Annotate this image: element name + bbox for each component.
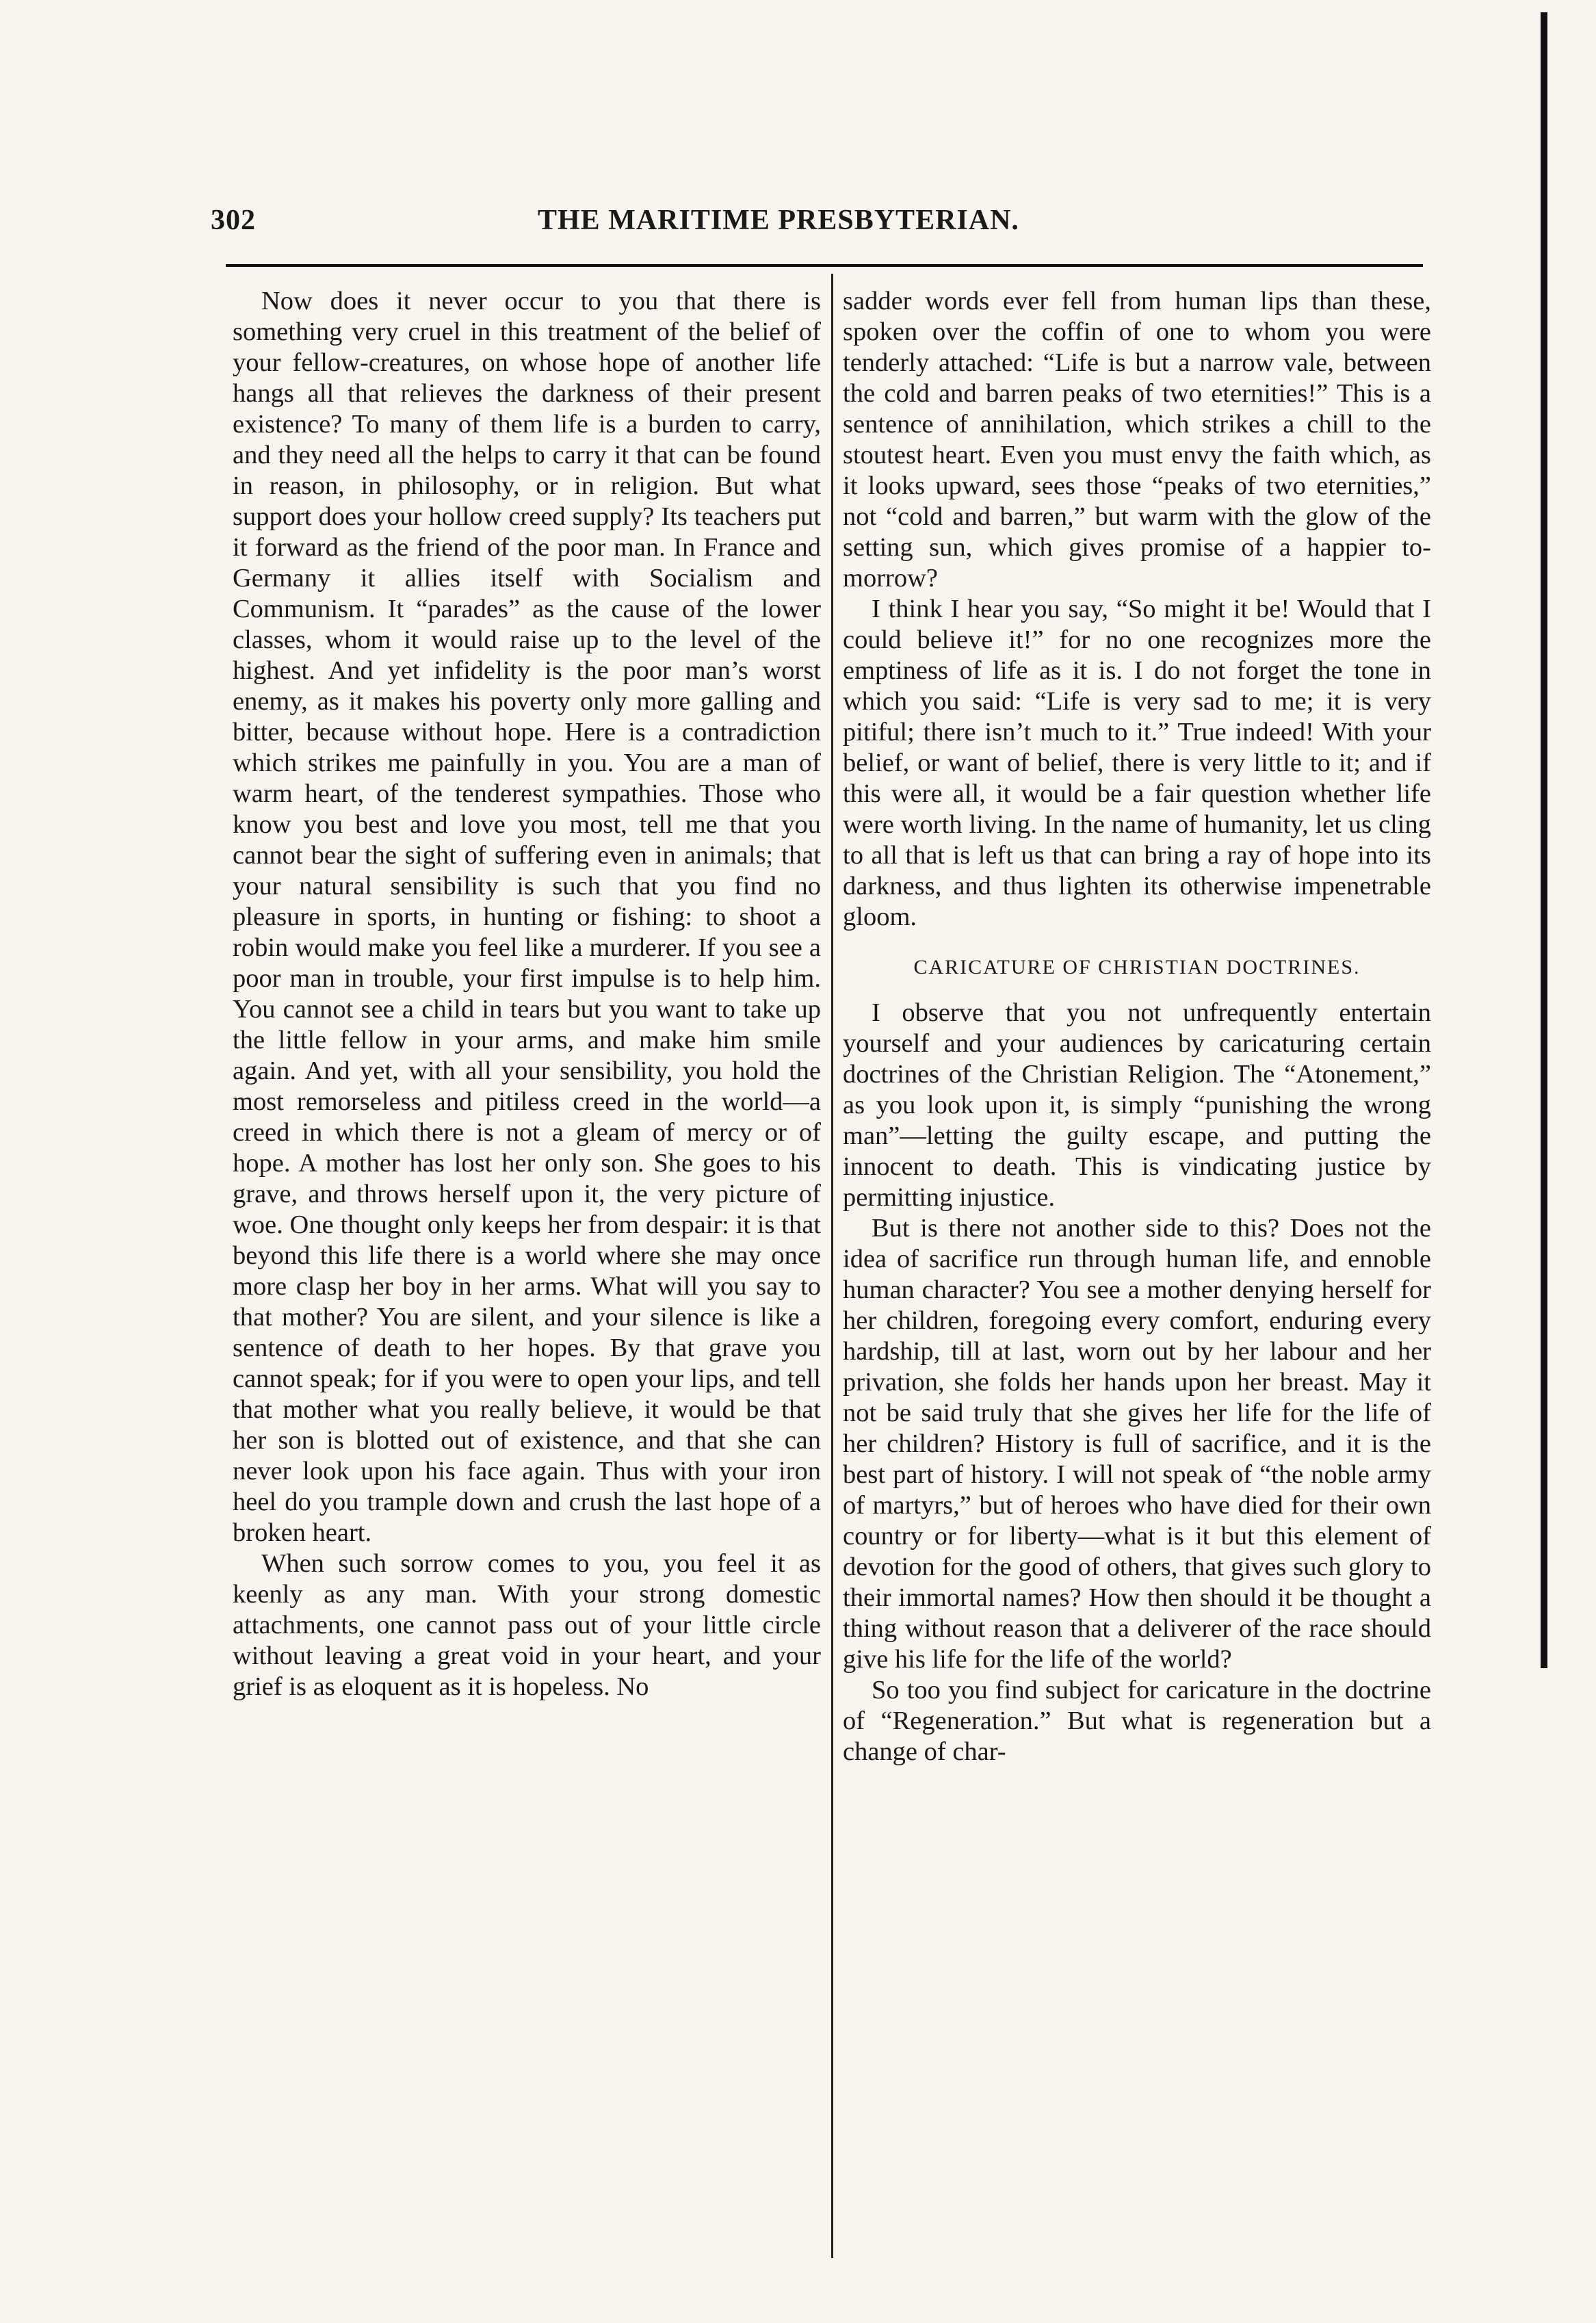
header-rule (226, 264, 1423, 267)
page-edge-rule (1541, 12, 1547, 1668)
journal-title: THE MARITIME PRESBYTERIAN. (538, 205, 1019, 236)
section-heading: CARICATURE OF CHRISTIAN DOCTRINES. (913, 956, 1361, 978)
paragraph: I think I hear you say, “So might it be! Would that I could believe it!” for no one recognizes more the emptiness of life as it is. I do not forget the tone in which you said: “Life is very sad to me; it is very pitiful; there isn’t much to it.” True indeed! With your belief, or want of belief, there is very little to it; and if this were all, it would be a fair question whether life were worth living. In the name of humanity, let us cling to all that is left us that can bring a ray of hope into its darkness, and thus lighten its otherwise impenetrable gloom. (843, 595, 1431, 931)
page-number: 302 (211, 205, 256, 236)
paragraph: I observe that you not unfrequently entertain yourself and your audiences by caricaturing certain doctrines of the Christian Religion. The “Atonement,” as you look upon it, is simply “punishing the wrong man”—letting the guilty escape, and putting the innocent to death. This is vindicating justice by permitting injustice. (843, 998, 1431, 1212)
left-column (233, 286, 821, 1702)
page-header (211, 204, 1442, 252)
paragraph: When such sorrow comes to you, you feel it as keenly as any man. With your strong domestic attachments, one cannot pass out of your little circle without leaving a great void in your heart, and your grief is as eloquent as it is hopeless. No (233, 1549, 821, 1701)
right-column (843, 286, 1431, 1767)
column-divider (831, 274, 833, 2258)
paragraph: So too you find subject for caricature in the doctrine of “Regeneration.” But what is regeneration but a change of char- (843, 1676, 1431, 1766)
paragraph-continued: sadder words ever fell from human lips than these, spoken over the coffin of one to whom you were tenderly attached: “Life is but a narrow vale, between the cold and barren peaks of two eternities!” This is a sentence of annihilation, which strikes a chill to the stoutest heart. Even you must envy the faith which, as it looks upward, sees those “peaks of two eternities,” not “cold and barren,” but warm with the glow of the setting sun, which gives promise of a happier to-morrow? (843, 287, 1431, 593)
paragraph: But is there not another side to this? Does not the idea of sacrifice run through human life, and ennoble human character? You see a mother denying herself for her children, foregoing every comfort, enduring every hardship, till at last, worn out by her labour and her privation, she folds her hands upon her breast. May it not be said truly that she gives her life for the life of her children? History is full of sacrifice, and it is the best part of history. I will not speak of “the noble army of martyrs,” but of heroes who have died for their own country or for liberty—what is it but this element of devotion for the good of others, that gives such glory to their immortal names? How then should it be thought a thing without reason that a deliverer of the race should give his life for the life of the world? (843, 1214, 1431, 1674)
paragraph: Now does it never occur to you that there is something very cruel in this treatment of the belief of your fellow-creatures, on whose hope of another life hangs all that relieves the darkness of their present existence? To many of them life is a burden to carry, and they need all the helps to carry it that can be found in reason, in philosophy, or in religion. But what support does your hollow creed supply? Its teachers put it forward as the friend of the poor man. In France and Germany it allies itself with Socialism and Communism. It “parades” as the cause of the lower classes, whom it would raise up to the level of the highest. And yet infidelity is the poor man’s worst enemy, as it makes his poverty only more galling and bitter, because without hope. Here is a contradiction which strikes me painfully in you. You are a man of warm heart, of the tenderest sympathies. Those who know you best and love you most, tell me that you cannot bear the sight of suffering even in animals; that your natural sensibility is such that you find no pleasure in sports, in hunting or fishing: to shoot a robin would make you feel like a murderer. If you see a poor man in trouble, your first impulse is to help him. You cannot see a child in tears but you want to take up the little fellow in your arms, and make him smile again. And yet, with all your sensibility, you hold the most remorseless and pitiless creed in the world—a creed in which there is not a gleam of mercy or of hope. A mother has lost her only son. She goes to his grave, and throws herself upon it, the very picture of woe. One thought only keeps her from despair: it is that beyond this life there is a world where she may once more clasp her boy in her arms. What will you say to that mother? You are silent, and your silence is like a sentence of death to her hopes. By that grave you cannot speak; for if you were to open your lips, and tell that mother what you really believe, it would be that her son is blotted out of existence, and that she can never look upon his face again. Thus with your iron heel do you trample down and crush the last hope of a broken heart. (233, 287, 821, 1547)
